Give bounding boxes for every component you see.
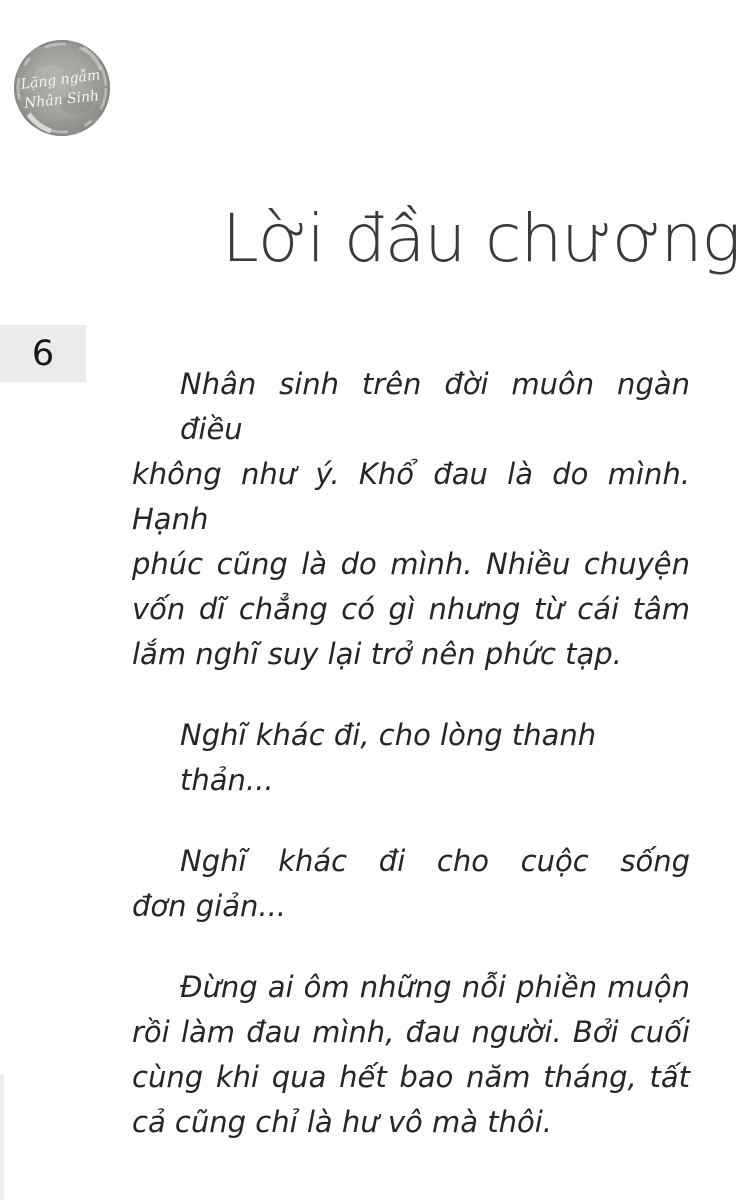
- text-line: phúc cũng là do mình. Nhiều chuyện: [132, 547, 690, 581]
- page-number: 6: [31, 333, 55, 374]
- page-number-tab: [0, 325, 86, 382]
- text-line: lắm nghĩ suy lại trở nên phức tạp.: [132, 637, 622, 671]
- paragraph-2: [132, 713, 690, 803]
- chapter-title: Lời đầu chương: [222, 200, 741, 277]
- text-line: Nghĩ khác đi cho cuộc sống: [180, 844, 690, 878]
- text-line: Nhân sinh trên đời muôn ngàn điều: [180, 367, 690, 446]
- text-line: đơn giản...: [132, 889, 287, 923]
- text-line: Đừng ai ôm những nỗi phiền muộn: [180, 970, 690, 1004]
- text-line: rồi làm đau mình, đau người. Bởi cuối: [132, 1015, 690, 1049]
- body-text: [132, 362, 690, 1145]
- paragraph-4: [132, 965, 690, 1145]
- text-line: cả cũng chỉ là hư vô mà thôi.: [132, 1105, 553, 1139]
- scan-edge-artifact: [0, 1075, 4, 1200]
- paragraph-3: [132, 839, 690, 929]
- svg-text:Lặng ngẫm: Lặng ngẫm: [19, 67, 102, 93]
- text-line: vốn dĩ chẳng có gì nhưng từ cái tâm: [132, 592, 690, 626]
- stamp-circle-icon: [11, 36, 113, 142]
- text-line: không như ý. Khổ đau là do mình. Hạnh: [132, 457, 690, 536]
- paragraph-1: [132, 362, 690, 677]
- text-line: Nghĩ khác đi, cho lòng thanh thản...: [180, 718, 597, 797]
- publisher-stamp: [11, 36, 113, 142]
- svg-text:Nhân Sinh: Nhân Sinh: [23, 88, 100, 112]
- text-line: cùng khi qua hết bao năm tháng, tất: [132, 1060, 690, 1094]
